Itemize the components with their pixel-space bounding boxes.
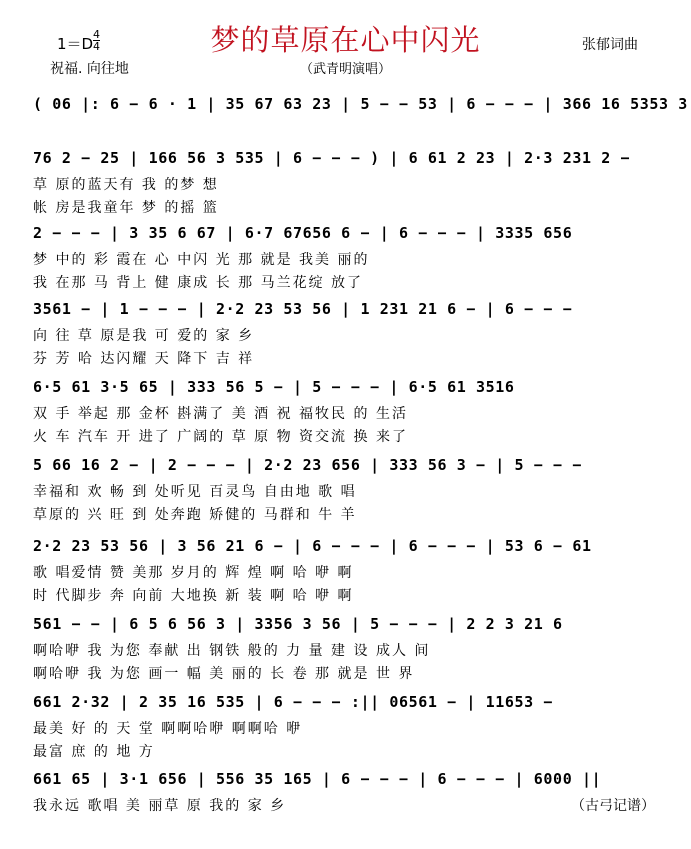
lyric-line: 幸福和 欢 畅 到 处听见 百灵鸟 自由地 歌 唱 [33,484,357,500]
song-title: 梦的草原在心中闪光 [210,23,481,57]
notation-line: ( 06 |: 6 − 6 · 1 | 35 67 63 23 | 5 − − 53 | 6 − − − | 366 16 5353 3 [33,95,688,113]
lyric-line: 我 在那 马 背上 健 康成 长 那 马兰花绽 放了 [33,275,364,291]
lyric-line: 最美 好 的 天 堂 啊啊哈咿 啊啊哈 咿 [33,721,303,737]
lyric-line: 梦 中的 彩 霞在 心 中闪 光 那 就是 我美 丽的 [33,252,370,268]
notation-line: 561 − − | 6 5 6 56 3 | 3356 3 56 | 5 − − − | 2 2 3 21 6 [33,615,563,633]
lyric-line: 我永远 歌唱 美 丽草 原 我的 家 乡 [33,798,287,814]
lyric-line: 草原的 兴 旺 到 处奔跑 矫健的 马群和 牛 羊 [33,507,357,523]
lyric-line: 时 代脚步 奔 向前 大地换 新 装 啊 哈 咿 啊 [33,588,354,604]
notation-line: 5 66 16 2 − | 2 − − − | 2·2 23 656 | 333 56 3 − | 5 − − − [33,456,582,474]
author-credit: 张郁词曲 [582,37,638,53]
singer-credit: （武青明演唱） [299,62,391,77]
notation-line: 3561 − | 1 − − − | 2·2 23 53 56 | 1 231 21 6 − | 6 − − − [33,300,573,318]
expression-mark: 祝福. 向往地 [50,61,129,77]
time-signature [93,29,100,52]
lyric-line: 啊哈咿 我 为您 奉献 出 钢铁 般的 力 量 建 设 成人 间 [33,643,431,659]
notation-line: 661 2·32 | 2 35 16 535 | 6 − − − :|| 06561 − | 11653 − [33,693,554,711]
lyric-line: 帐 房是我童年 梦 的摇 篮 [33,200,219,216]
transcriber-note: （古弓记谱） [571,798,655,814]
notation-line: 2 − − − | 3 35 6 67 | 6·7 67656 6 − | 6 − − − | 3335 656 [33,224,573,242]
lyric-line: 向 往 草 原是我 可 爱的 家 乡 [33,328,255,344]
notation-line: 6·5 61 3·5 65 | 333 56 5 − | 5 − − − | 6·5 61 3516 [33,378,515,396]
lyric-line: 火 车 汽车 开 进了 广阔的 草 原 物 资交流 换 来了 [33,429,408,445]
lyric-line: 最富 庶 的 地 方 [33,744,155,760]
time-top: 4 [93,28,100,41]
lyric-line: 啊哈咿 我 为您 画一 幅 美 丽的 长 卷 那 就是 世 界 [33,666,415,682]
key-signature: 1＝D [57,35,94,53]
time-bottom: 4 [93,40,100,53]
notation-line: 661 65 | 3·1 656 | 556 35 165 | 6 − − − | 6 − − − | 6000 || [33,770,602,788]
lyric-line: 歌 唱爱情 赞 美那 岁月的 辉 煌 啊 哈 咿 啊 [33,565,354,581]
lyric-line: 芬 芳 哈 达闪耀 天 降下 吉 祥 [33,351,255,367]
lyric-line: 草 原的蓝天有 我 的梦 想 [33,177,219,193]
lyric-line: 双 手 举起 那 金杯 斟满了 美 酒 祝 福牧民 的 生活 [33,406,408,422]
notation-line: 76 2 − 25 | 166 56 3 535 | 6 − − − ) | 6 61 2 23 | 2·3 231 2 − [33,149,631,167]
notation-line: 2·2 23 53 56 | 3 56 21 6 − | 6 − − − | 6 − − − | 53 6 − 61 [33,537,592,555]
